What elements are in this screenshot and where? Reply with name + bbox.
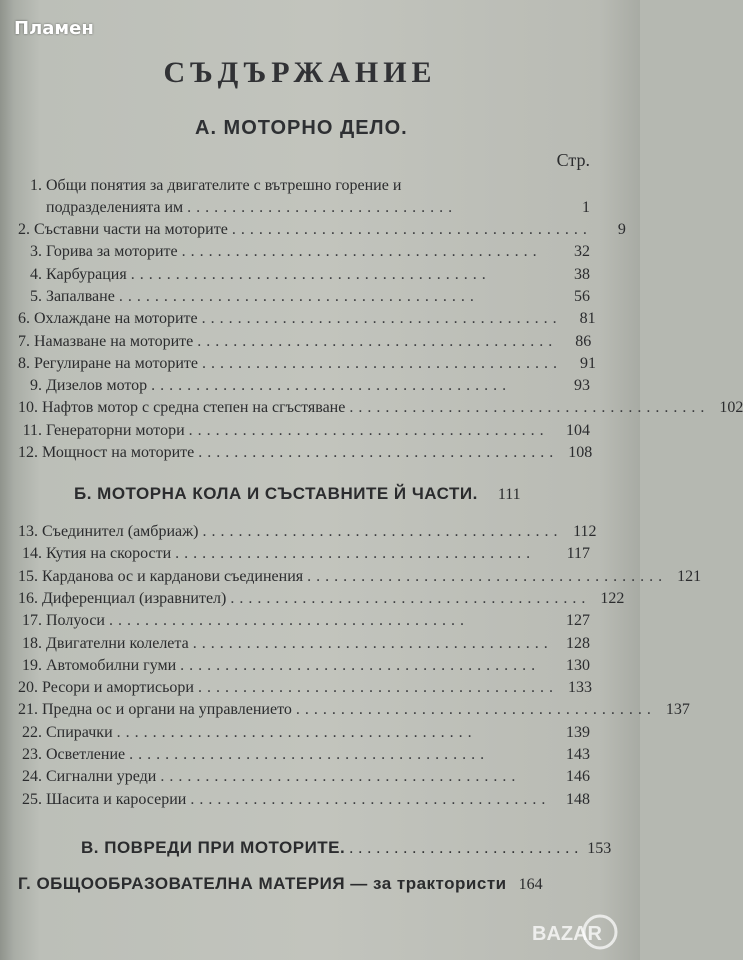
leader-dots: ........................................ <box>295 701 656 719</box>
entry-number: 18. <box>22 634 42 652</box>
toc-entry <box>18 377 590 399</box>
leader-dots: ........................................ <box>202 523 563 540</box>
entry-title: Кутия на скорости <box>46 545 172 563</box>
entry-page: 81 <box>579 310 596 328</box>
entry-title: Нафтов мотор с средна степен на сгъстяване <box>42 399 346 417</box>
leader-dots: ........................................ <box>349 399 710 417</box>
section-c-title: В. ПОВРЕДИ ПРИ МОТОРИТЕ. <box>81 838 346 857</box>
toc-entry <box>18 399 743 421</box>
toc-entry <box>18 791 590 813</box>
toc-entry <box>18 589 625 612</box>
toc-entry <box>18 422 590 444</box>
entry-title: Шасита и каросерии <box>46 790 187 808</box>
watermark-label: Пламен <box>14 18 94 39</box>
entry-title: Осветление <box>46 746 126 763</box>
toc-entry <box>18 701 690 723</box>
leader-dots: ........................................ <box>192 634 553 652</box>
entry-page: 108 <box>568 444 593 461</box>
entry-page: 143 <box>566 746 590 763</box>
entry-number: 13. <box>18 523 38 540</box>
leader-dots: ........................................ <box>197 332 558 350</box>
leader-dots: ........................................ <box>116 723 477 741</box>
entry-number: 7. <box>18 332 30 350</box>
entry-number: 1. <box>30 177 42 194</box>
section-b-page: 111 <box>497 486 521 503</box>
entry-page: 137 <box>665 701 690 719</box>
entry-page: 112 <box>573 523 597 540</box>
entry-title: Горива за моторите <box>46 243 178 261</box>
toc-entry <box>18 545 590 567</box>
entry-title: Намазване на моторите <box>34 332 194 350</box>
entry-title: Дизелов мотор <box>46 377 148 395</box>
entry-title: Общи понятия за двигателите с вътрешно горение и <box>46 177 402 194</box>
leader-dots: ........................................ <box>175 545 536 563</box>
entry-page: 102 <box>719 399 743 417</box>
entry-page: 122 <box>600 589 625 607</box>
toc-entry-1-line1 <box>18 177 590 199</box>
entry-number: 15. <box>18 567 38 585</box>
toc-entry <box>18 567 702 590</box>
toc-entry <box>18 657 590 679</box>
toc-entry <box>18 310 596 332</box>
toc-entry <box>18 635 590 657</box>
entry-number: 4. <box>30 265 42 283</box>
entry-number: 6. <box>18 310 30 328</box>
section-a-heading: А. МОТОРНО ДЕЛО. <box>195 117 408 139</box>
entry-page: 86 <box>575 332 592 350</box>
entry-title: Автомобилни гуми <box>46 656 177 674</box>
section-d-title: Г. ОБЩООБРАЗОВАТЕЛНА МАТЕРИЯ — за трактористи <box>18 874 507 893</box>
entry-title: Мощност на моторите <box>42 444 195 461</box>
entry-number: 23. <box>22 746 42 763</box>
leader-dots: ........................................ <box>307 567 668 585</box>
leader-dots: ........................................ <box>201 354 562 372</box>
entry-page: 104 <box>566 421 590 439</box>
page-title: СЪДЪРЖАНИЕ <box>163 56 437 89</box>
section-d-heading <box>18 874 598 900</box>
entry-title: Сигнални уреди <box>46 768 157 786</box>
section-b-heading <box>18 484 598 510</box>
leader-dots: ........................................ <box>197 679 558 697</box>
toc-entry <box>18 333 590 355</box>
entry-number: 16. <box>18 589 38 607</box>
section-c-page: 153 <box>587 840 612 857</box>
entry-title: Регулиране на моторите <box>34 354 198 372</box>
toc-entry <box>18 768 590 790</box>
entry-page: 148 <box>566 790 590 808</box>
leader-dots: ........................................ <box>129 746 490 763</box>
entry-title: Карданова ос и карданови съединения <box>42 567 304 585</box>
section-b-title: Б. МОТОРНА КОЛА И СЪСТАВНИТЕ Й ЧАСТИ. <box>74 484 478 503</box>
entry-number: 8. <box>18 354 30 372</box>
leader-dots: ........................................ <box>231 221 592 238</box>
toc-entry <box>18 288 590 310</box>
entry-page: 93 <box>574 377 590 395</box>
leader-dots: ........................................ <box>151 377 512 395</box>
leader-dots: ........................................ <box>181 243 542 261</box>
entry-number: 21. <box>18 701 38 719</box>
entry-title: Генераторни мотори <box>46 421 185 439</box>
entry-number: 12. <box>18 444 38 461</box>
entry-title: Карбурация <box>46 265 127 283</box>
bazar-logo <box>530 910 634 954</box>
leader-dots: ........................................ <box>160 768 521 786</box>
entry-number: 25. <box>22 790 42 808</box>
entry-title: Запалване <box>46 287 115 305</box>
section-c-heading <box>18 838 612 864</box>
entry-title: Полуоси <box>46 612 105 630</box>
leader-dots: ........................................ <box>198 444 559 461</box>
bazar-logo-text: BAZAR <box>532 923 602 945</box>
leader-dots: ........................................ <box>188 421 549 439</box>
entry-page: 130 <box>566 656 590 674</box>
leader-dots: ........................................ <box>130 265 491 283</box>
toc-entry <box>18 221 626 243</box>
leader-dots: .......................... <box>349 840 584 857</box>
entry-number: 22. <box>22 723 42 741</box>
leader-dots: ........................................ <box>180 656 541 674</box>
entry-number: 24. <box>22 768 42 786</box>
entry-title: Съединител (амбриаж) <box>42 523 199 540</box>
toc-entry <box>18 444 593 466</box>
entry-number: 10. <box>18 399 38 417</box>
entry-page: 117 <box>566 545 590 563</box>
entry-page: 1 <box>582 199 590 216</box>
entry-number: 19. <box>22 656 42 674</box>
toc-entry <box>18 724 590 746</box>
toc-entry <box>18 679 590 701</box>
toc-entry-1-line2 <box>46 199 590 221</box>
entry-number: 17. <box>22 612 42 630</box>
entry-title: Двигателни колелета <box>46 634 189 652</box>
entry-number: 5. <box>30 287 42 305</box>
section-d-page: 164 <box>518 876 543 893</box>
entry-page: 32 <box>574 243 590 261</box>
leader-dots: .............................. <box>187 199 458 216</box>
entry-page: 128 <box>566 634 590 652</box>
entry-page: 139 <box>566 723 590 741</box>
entry-number: 3. <box>30 243 42 261</box>
entry-number: 2. <box>18 221 30 238</box>
leader-dots: ........................................ <box>230 589 591 607</box>
toc-entry <box>18 354 596 377</box>
toc-entry <box>18 243 590 265</box>
entry-number: 9. <box>30 377 42 395</box>
entry-title: Съставни части на моторите <box>34 221 228 238</box>
entry-page: 146 <box>566 768 590 786</box>
entry-page: 56 <box>574 287 590 305</box>
page-column-label: Стр. <box>556 150 590 170</box>
toc-entry <box>18 746 590 768</box>
entry-number: 20. <box>18 679 38 697</box>
entry-page: 127 <box>566 612 590 630</box>
toc-entry <box>18 523 597 545</box>
toc-entry <box>18 612 590 634</box>
entry-page: 38 <box>574 265 590 283</box>
entry-title: Предна ос и органи на управлението <box>42 701 292 719</box>
entry-number: 11. <box>22 421 42 439</box>
leader-dots: ........................................ <box>118 287 479 305</box>
entry-title: Охлаждане на моторите <box>34 310 198 328</box>
toc-entry <box>18 266 590 288</box>
entry-number: 14. <box>22 545 42 563</box>
entry-title-continued: подразделенията им <box>46 199 184 216</box>
entry-page: 121 <box>677 567 702 585</box>
entry-title: Спирачки <box>46 723 113 741</box>
leader-dots: ........................................ <box>190 790 551 808</box>
entry-title: Ресори и амортисьори <box>42 679 194 697</box>
leader-dots: ........................................ <box>109 612 469 630</box>
entry-page: 9 <box>617 221 626 238</box>
entry-page: 91 <box>579 354 596 372</box>
entry-page: 133 <box>567 679 592 697</box>
entry-title: Диференциал (изравнител) <box>42 589 227 607</box>
leader-dots: ........................................ <box>201 310 562 328</box>
